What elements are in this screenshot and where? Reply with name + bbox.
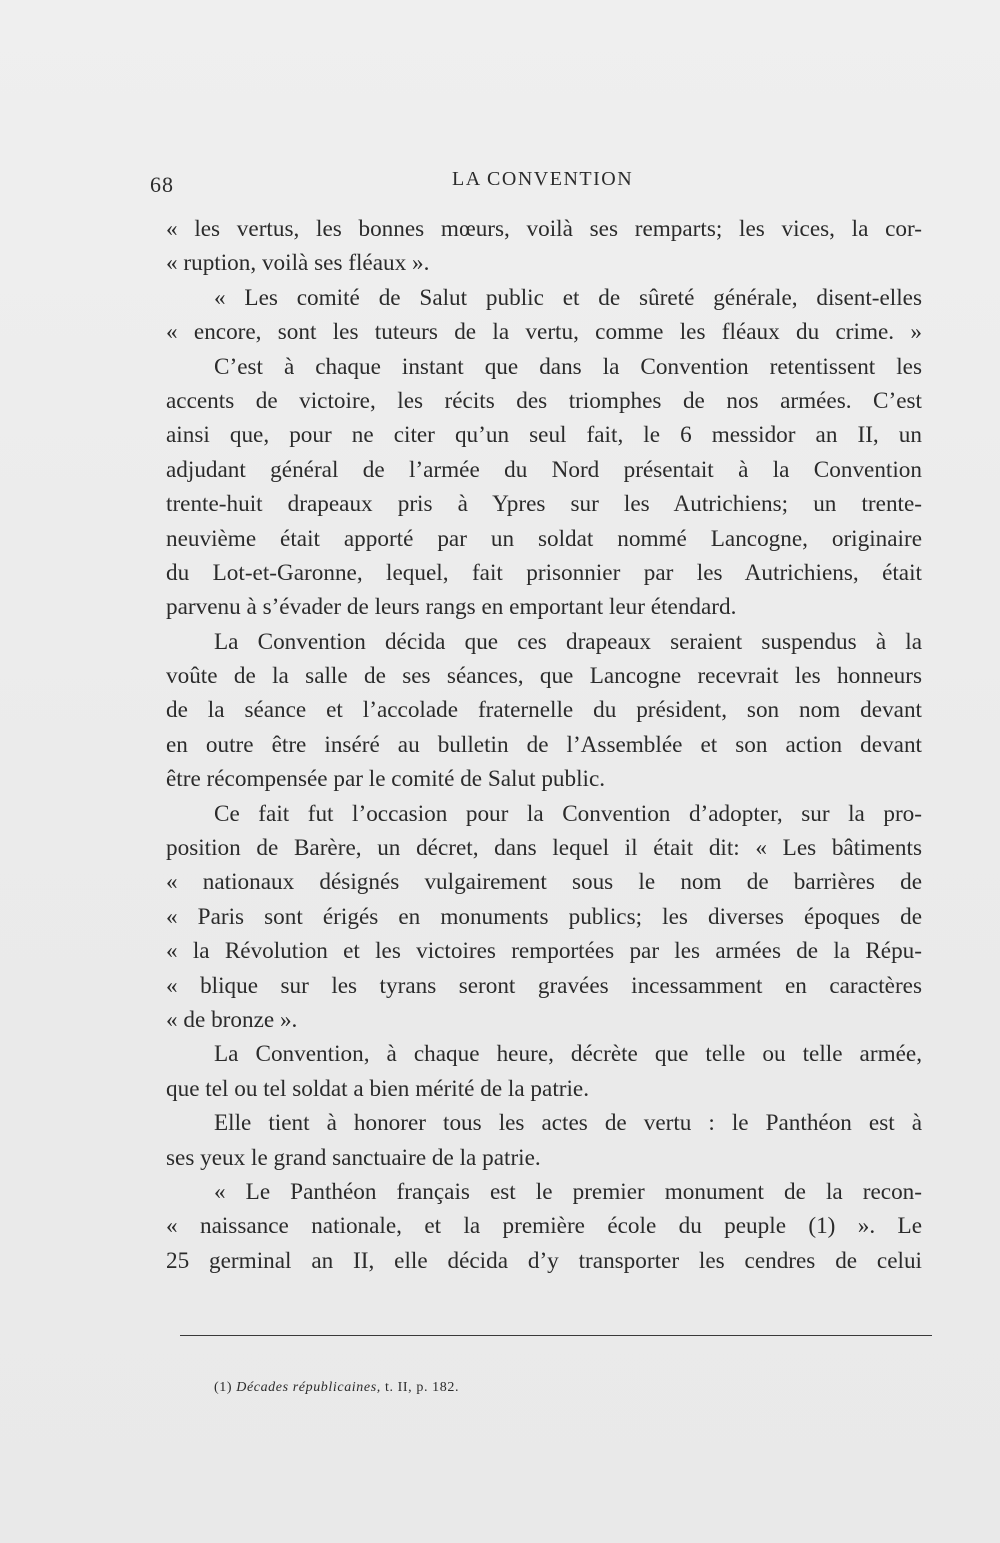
text-line: « naissance nationale, et la première école du peuple (1) ». Le — [166, 1213, 922, 1240]
text-line: du Lot-et-Garonne, lequel, fait prisonnier par les Autrichiens, était — [166, 559, 922, 586]
text-line: « Paris sont érigés en monuments publics; les diverses époques de — [166, 903, 922, 930]
page-number: 68 — [150, 172, 174, 197]
text-line: voûte de la salle de ses séances, que Lancogne recevrait les honneurs — [166, 663, 922, 690]
text-line: « nationaux désignés vulgairement sous le nom de barrières de — [166, 869, 922, 896]
text-line: La Convention décida que ces drapeaux seraient suspendus à la — [214, 628, 922, 655]
text-line: parvenu à s’évader de leurs rangs en emportant leur étendard. — [166, 594, 737, 621]
text-line: ainsi que, pour ne citer qu’un seul fait, le 6 messidor an II, un — [166, 422, 922, 449]
text-line: adjudant général de l’armée du Nord présentait à la Convention — [166, 456, 922, 483]
text-line: 25 germinal an II, elle décida d’y transporter les cendres de celui — [166, 1247, 922, 1274]
text-line: La Convention, à chaque heure, décrète que telle ou telle armée, — [214, 1041, 922, 1068]
running-title: LA CONVENTION — [452, 168, 634, 190]
text-line: « Le Panthéon français est le premier monument de la recon- — [214, 1178, 922, 1205]
text-line: « les vertus, les bonnes mœurs, voilà ses remparts; les vices, la cor- — [166, 216, 922, 242]
text-line: « Les comité de Salut public et de sûreté générale, disent-elles — [214, 284, 922, 311]
text-line: « de bronze ». — [166, 1006, 298, 1033]
text-line: de la séance et l’accolade fraternelle du président, son nom devant — [166, 697, 922, 724]
body-text — [166, 212, 922, 1278]
text-line: être récompensée par le comité de Salut public. — [166, 766, 606, 793]
page-header — [150, 168, 922, 198]
footnote-divider — [180, 1335, 932, 1336]
footnote-title: Décades républicaines, — [236, 1380, 381, 1395]
footnote-reference: t. II, p. 182. — [384, 1380, 460, 1395]
text-line: trente-huit drapeaux pris à Ypres sur les Autrichiens; un trente- — [166, 491, 922, 518]
text-line: Elle tient à honorer tous les actes de vertu : le Panthéon est à — [214, 1110, 922, 1137]
text-line: « encore, sont les tuteurs de la vertu, comme les fléaux du crime. » — [166, 319, 922, 346]
text-line: que tel ou tel soldat a bien mérité de la patrie. — [166, 1075, 590, 1102]
text-line: accents de victoire, les récits des triomphes de nos armées. C’est — [166, 387, 922, 414]
text-line: position de Barère, un décret, dans lequel il était dit: « Les bâtiments — [166, 835, 922, 862]
text-line: neuvième était apporté par un soldat nommé Lancogne, originaire — [166, 525, 922, 552]
footnote — [214, 1380, 459, 1396]
text-line: « ruption, voilà ses fléaux ». — [166, 250, 430, 277]
text-line: « blique sur les tyrans seront gravées incessamment en caractères — [166, 972, 922, 999]
text-line: ses yeux le grand sanctuaire de la patrie. — [166, 1144, 541, 1171]
text-line: C’est à chaque instant que dans la Convention retentissent les — [214, 353, 922, 380]
text-line: en outre être inséré au bulletin de l’Assemblée et son action devant — [166, 731, 922, 758]
text-line: Ce fait fut l’occasion pour la Convention d’adopter, sur la pro- — [214, 800, 922, 827]
text-line: « la Révolution et les victoires remportées par les armées de la Répu- — [166, 938, 922, 965]
footnote-marker: (1) — [214, 1380, 233, 1395]
